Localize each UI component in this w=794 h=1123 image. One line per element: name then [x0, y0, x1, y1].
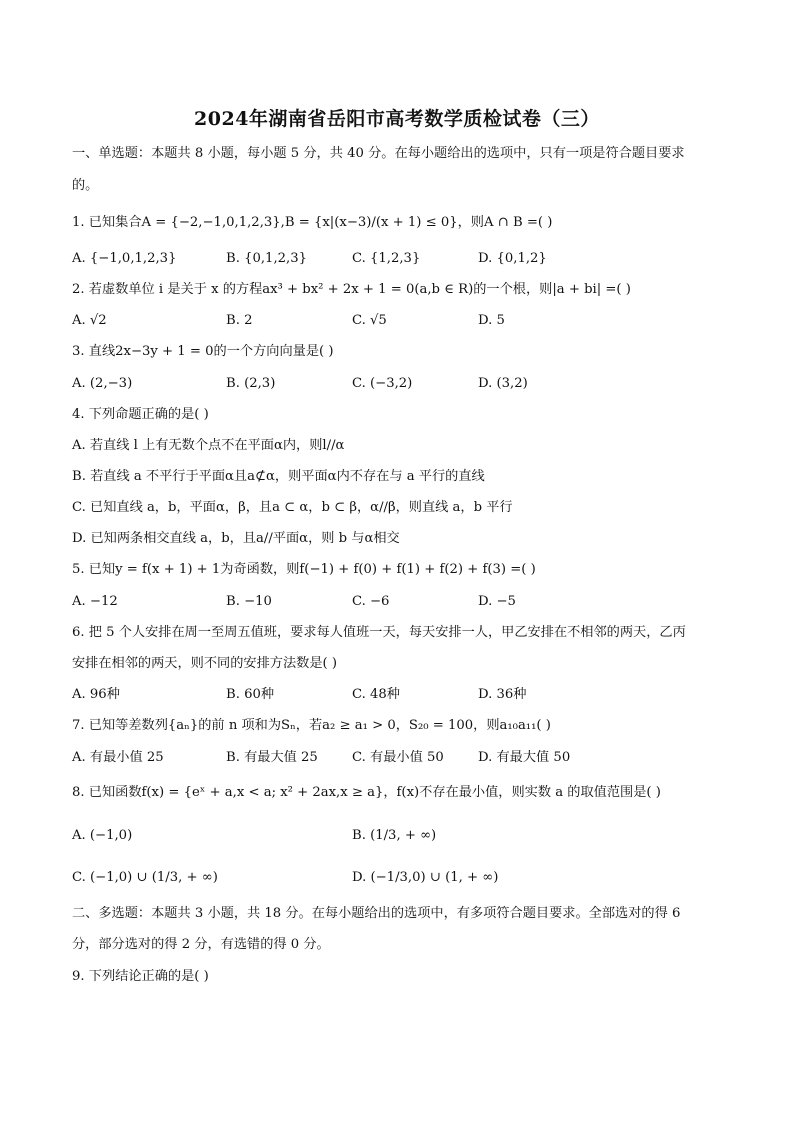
question-2-stem: 2. 若虚数单位 i 是关于 x 的方程ax³ + bx² + 2x + 1 = 0(a,b ∈ R)的一个根，则|a + bi| =( ): [72, 282, 631, 297]
q3-option-c[interactable]: C. (−3,2): [352, 376, 413, 391]
q7-option-d[interactable]: D. 有最大值 50: [478, 750, 571, 765]
q4-option-a[interactable]: A. 若直线 l 上有无数个点不在平面α内，则l//α: [72, 438, 345, 453]
q2-option-d[interactable]: D. 5: [478, 313, 505, 328]
question-5-options: [72, 593, 732, 611]
section2-heading-line2: 分，部分选对的得 2 分，有选错的得 0 分。: [72, 937, 330, 952]
q6-option-c[interactable]: C. 48种: [352, 687, 400, 702]
q3-option-d[interactable]: D. (3,2): [478, 376, 528, 391]
q1-option-b[interactable]: B. {0,1,2,3}: [226, 251, 307, 266]
question-7-stem: 7. 已知等差数列{aₙ}的前 n 项和为Sₙ，若a₂ ≥ a₁ > 0，S₂₀ = 100，则a₁₀a₁₁( ): [72, 718, 551, 733]
q1-option-d[interactable]: D. {0,1,2}: [478, 251, 547, 266]
q6-option-d[interactable]: D. 36种: [478, 687, 527, 702]
q5-option-a[interactable]: A. −12: [72, 594, 118, 609]
question-8-options-row2: [72, 869, 732, 887]
q4-option-b[interactable]: B. 若直线 a 不平行于平面α且a⊄α，则平面α内不存在与 a 平行的直线: [72, 469, 485, 484]
question-8-options-row1: [72, 827, 732, 845]
question-4-stem: 4. 下列命题正确的是( ): [72, 407, 209, 422]
q2-option-a[interactable]: A. √2: [72, 313, 107, 328]
question-7-options: [72, 749, 732, 767]
question-8-stem: 8. 已知函数f(x) = {eˣ + a,x < a; x² + 2ax,x ≥ a}，f(x)不存在最小值，则实数 a 的取值范围是( ): [72, 785, 661, 800]
q7-option-c[interactable]: C. 有最小值 50: [352, 750, 444, 765]
q6-option-a[interactable]: A. 96种: [72, 687, 120, 702]
q5-option-d[interactable]: D. −5: [478, 594, 516, 609]
q4-option-c[interactable]: C. 已知直线 a，b，平面α，β，且a ⊂ α，b ⊂ β，α//β，则直线 a，b 平行: [72, 500, 513, 515]
exam-title: 2024年湖南省岳阳市高考数学质检试卷（三）: [194, 108, 600, 130]
q4-option-d[interactable]: D. 已知两条相交直线 a，b，且a//平面α，则 b 与α相交: [72, 531, 400, 546]
q8-option-d[interactable]: D. (−1/3,0) ∪ (1, + ∞): [352, 870, 499, 885]
q8-option-a[interactable]: A. (−1,0): [72, 828, 133, 843]
q8-option-c[interactable]: C. (−1,0) ∪ (1/3, + ∞): [72, 870, 218, 885]
q6-option-b[interactable]: B. 60种: [226, 687, 275, 702]
question-6-options: [72, 686, 732, 704]
question-2-options: [72, 312, 732, 330]
section1-heading-line1: 一、单选题：本题共 8 小题，每小题 5 分，共 40 分。在每小题给出的选项中，只有一项是符合题目要求: [72, 146, 685, 161]
question-1-stem: 1. 已知集合A = {−2,−1,0,1,2,3},B = {x|(x−3)/(x + 1) ≤ 0}，则A ∩ B =( ): [72, 215, 553, 230]
question-9-stem: 9. 下列结论正确的是( ): [72, 969, 209, 984]
q5-option-b[interactable]: B. −10: [226, 594, 272, 609]
q1-option-c[interactable]: C. {1,2,3}: [352, 251, 421, 266]
q7-option-b[interactable]: B. 有最大值 25: [226, 750, 318, 765]
q1-option-a[interactable]: A. {−1,0,1,2,3}: [72, 251, 177, 266]
q5-option-c[interactable]: C. −6: [352, 594, 390, 609]
section2-heading-line1: 二、多选题：本题共 3 小题，共 18 分。在每小题给出的选项中，有多项符合题目要求。全部选对的得 6: [72, 906, 681, 921]
question-6-stem-line1: 6. 把 5 个人安排在周一至周五值班，要求每人值班一天，每天安排一人，甲乙安排在不相邻的两天，乙丙: [72, 625, 686, 640]
q2-option-b[interactable]: B. 2: [226, 313, 253, 328]
q2-option-c[interactable]: C. √5: [352, 313, 387, 328]
q3-option-a[interactable]: A. (2,−3): [72, 376, 133, 391]
q3-option-b[interactable]: B. (2,3): [226, 376, 276, 391]
q7-option-a[interactable]: A. 有最小值 25: [72, 750, 164, 765]
question-5-stem: 5. 已知y = f(x + 1) + 1为奇函数，则f(−1) + f(0) + f(1) + f(2) + f(3) =( ): [72, 562, 536, 577]
question-6-stem-line2: 安排在相邻的两天，则不同的安排方法数是( ): [72, 656, 338, 671]
section1-heading-line2: 的。: [72, 178, 99, 193]
question-3-stem: 3. 直线2x−3y + 1 = 0的一个方向向量是( ): [72, 344, 334, 359]
question-1-options: [72, 250, 732, 268]
question-3-options: [72, 375, 732, 393]
q8-option-b[interactable]: B. (1/3, + ∞): [352, 828, 437, 843]
